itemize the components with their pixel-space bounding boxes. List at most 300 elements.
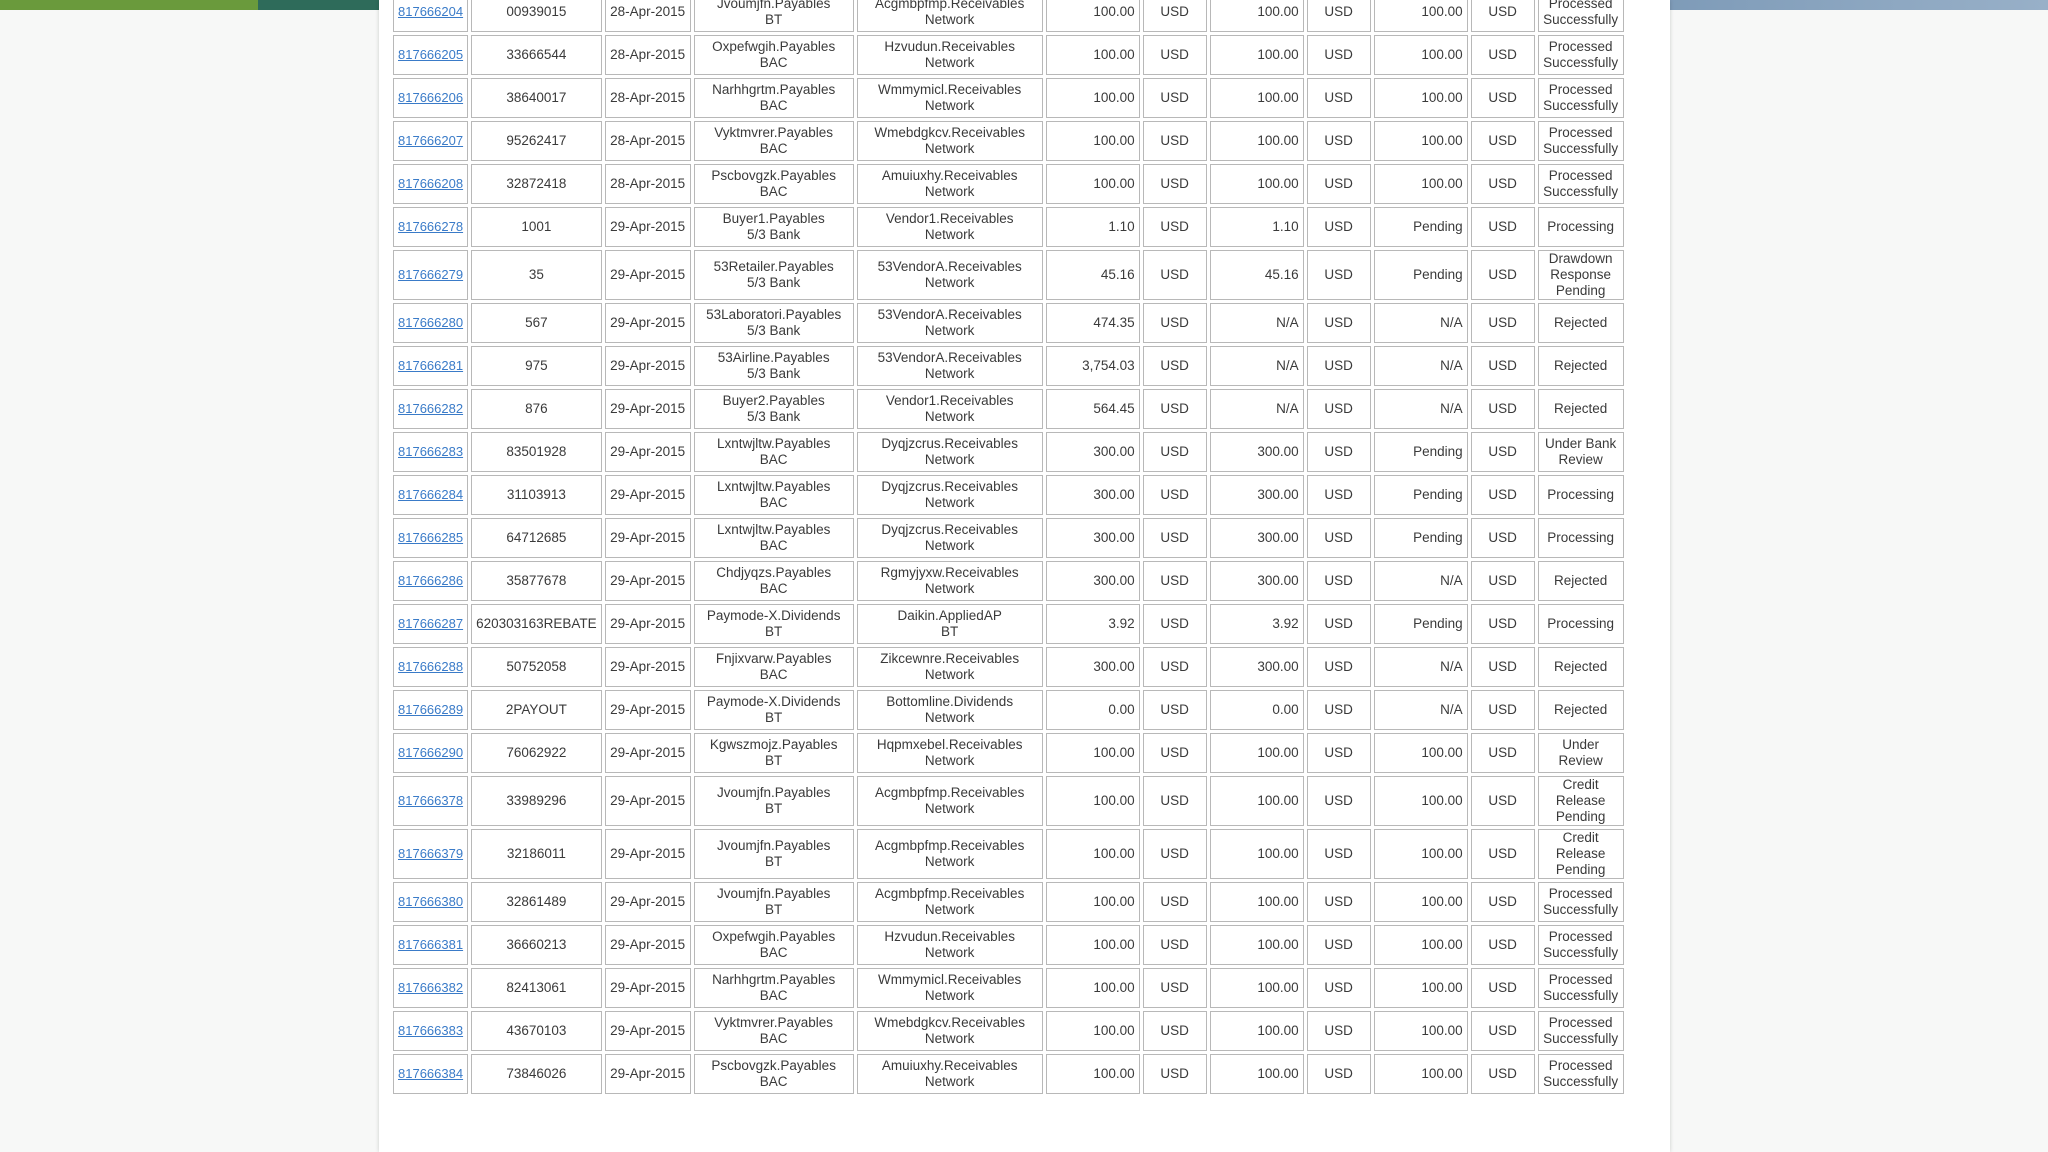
amount-text: 100.00 [1093, 4, 1135, 19]
approved-amount-text: 100.00 [1257, 1066, 1299, 1081]
funded-amount-text: 100.00 [1421, 133, 1463, 148]
transaction-id-cell [393, 604, 468, 644]
amount-cell [1046, 164, 1140, 204]
header-accent-bar-teal [258, 0, 380, 10]
funded-amount-cell [1374, 78, 1468, 118]
reference-number-cell [471, 432, 602, 472]
date-text: 29-Apr-2015 [610, 702, 686, 717]
status-cell [1538, 432, 1624, 472]
currency-cell [1143, 733, 1207, 773]
date-cell [605, 389, 691, 429]
payee-text: Rgmyjyxw.Receivables Network [880, 565, 1019, 596]
amount-cell [1046, 733, 1140, 773]
currency-text: USD [1160, 846, 1189, 861]
transaction-id-link[interactable]: 817666279 [398, 267, 464, 282]
currency-text: USD [1160, 702, 1189, 717]
approved-amount-text: N/A [1276, 315, 1299, 330]
reference-number-text: 32872418 [506, 176, 567, 191]
date-text: 29-Apr-2015 [610, 267, 686, 282]
funded-amount-cell [1374, 207, 1468, 247]
reference-number-cell [471, 561, 602, 601]
payer-text: Oxpefwgih.Payables BAC [712, 39, 836, 70]
transaction-id-cell [393, 829, 468, 879]
funded-currency-cell [1471, 35, 1535, 75]
payee-cell [857, 776, 1043, 826]
funded-currency-cell [1471, 925, 1535, 965]
payee-cell [857, 925, 1043, 965]
transaction-id-link[interactable]: 817666285 [398, 530, 464, 545]
payee-text: Hqpmxebel.Receivables Network [876, 737, 1023, 768]
payee-text: Wmmymicl.Receivables Network [878, 82, 1022, 113]
date-cell [605, 432, 691, 472]
currency-cell [1143, 475, 1207, 515]
reference-number-text: 32861489 [506, 894, 567, 909]
transaction-id-link[interactable]: 817666379 [398, 846, 464, 861]
table-row [393, 346, 1624, 386]
funded-currency-cell [1471, 518, 1535, 558]
transaction-id-link[interactable]: 817666208 [398, 176, 464, 191]
funded-currency-cell [1471, 882, 1535, 922]
reference-number-cell [471, 1054, 602, 1094]
payer-cell [694, 35, 854, 75]
funded-currency-text: USD [1488, 616, 1517, 631]
funded-amount-cell [1374, 925, 1468, 965]
transaction-id-link[interactable]: 817666278 [398, 219, 464, 234]
transaction-id-link[interactable]: 817666282 [398, 401, 464, 416]
approved-currency-text: USD [1324, 358, 1353, 373]
date-cell [605, 561, 691, 601]
currency-text: USD [1160, 573, 1189, 588]
payee-cell [857, 0, 1043, 32]
funded-currency-cell [1471, 303, 1535, 343]
status-cell [1538, 121, 1624, 161]
payee-cell [857, 207, 1043, 247]
funded-amount-text: 100.00 [1421, 937, 1463, 952]
status-cell [1538, 207, 1624, 247]
reference-number-cell [471, 78, 602, 118]
reference-number-text: 00939015 [506, 4, 567, 19]
transaction-id-cell [393, 690, 468, 730]
funded-currency-cell [1471, 207, 1535, 247]
funded-amount-cell [1374, 561, 1468, 601]
currency-text: USD [1160, 616, 1189, 631]
reference-number-cell [471, 0, 602, 32]
funded-currency-text: USD [1488, 1066, 1517, 1081]
transaction-id-link[interactable]: 817666382 [398, 980, 464, 995]
approved-currency-cell [1307, 389, 1371, 429]
status-cell [1538, 250, 1624, 300]
transaction-id-link[interactable]: 817666286 [398, 573, 464, 588]
status-cell [1538, 1011, 1624, 1051]
status-cell [1538, 561, 1624, 601]
funded-currency-cell [1471, 250, 1535, 300]
currency-cell [1143, 968, 1207, 1008]
transaction-id-link[interactable]: 817666288 [398, 659, 464, 674]
payer-cell [694, 1054, 854, 1094]
date-cell [605, 518, 691, 558]
approved-amount-text: N/A [1276, 401, 1299, 416]
approved-amount-text: 45.16 [1264, 267, 1299, 282]
approved-amount-cell [1210, 518, 1304, 558]
funded-amount-cell [1374, 432, 1468, 472]
payee-cell [857, 604, 1043, 644]
approved-currency-text: USD [1324, 219, 1353, 234]
transaction-id-link[interactable]: 817666283 [398, 444, 464, 459]
date-text: 29-Apr-2015 [610, 530, 686, 545]
funded-currency-text: USD [1488, 219, 1517, 234]
funded-currency-text: USD [1488, 702, 1517, 717]
funded-currency-cell [1471, 432, 1535, 472]
transaction-id-link[interactable]: 817666206 [398, 90, 464, 105]
amount-cell [1046, 0, 1140, 32]
payer-cell [694, 0, 854, 32]
status-text: Processing [1547, 616, 1615, 631]
amount-text: 100.00 [1093, 47, 1135, 62]
approved-amount-text: 100.00 [1257, 980, 1299, 995]
approved-currency-cell [1307, 518, 1371, 558]
transaction-id-cell [393, 475, 468, 515]
status-cell [1538, 78, 1624, 118]
payer-text: Vyktmvrer.Payables BAC [714, 1015, 834, 1046]
date-text: 29-Apr-2015 [610, 1066, 686, 1081]
payer-cell [694, 303, 854, 343]
currency-text: USD [1160, 401, 1189, 416]
approved-currency-cell [1307, 1054, 1371, 1094]
currency-text: USD [1160, 90, 1189, 105]
currency-cell [1143, 561, 1207, 601]
transaction-id-cell [393, 1011, 468, 1051]
payer-cell [694, 733, 854, 773]
payee-cell [857, 389, 1043, 429]
status-text: Processed Successfully [1543, 39, 1619, 70]
transaction-id-cell [393, 121, 468, 161]
funded-amount-cell [1374, 647, 1468, 687]
table-row [393, 882, 1624, 922]
date-cell [605, 1054, 691, 1094]
date-text: 28-Apr-2015 [610, 90, 686, 105]
status-text: Processed Successfully [1543, 972, 1619, 1003]
transaction-id-cell [393, 250, 468, 300]
approved-amount-text: 100.00 [1257, 176, 1299, 191]
amount-text: 100.00 [1093, 980, 1135, 995]
reference-number-cell [471, 250, 602, 300]
table-row [393, 925, 1624, 965]
date-cell [605, 303, 691, 343]
approved-amount-cell [1210, 303, 1304, 343]
payee-text: Acgmbpfmp.Receivables Network [875, 0, 1025, 27]
funded-amount-text: Pending [1413, 616, 1463, 631]
approved-currency-text: USD [1324, 980, 1353, 995]
status-text: Rejected [1554, 659, 1608, 674]
status-cell [1538, 346, 1624, 386]
amount-text: 300.00 [1093, 487, 1135, 502]
approved-currency-text: USD [1324, 793, 1353, 808]
approved-currency-cell [1307, 561, 1371, 601]
table-row [393, 690, 1624, 730]
date-cell [605, 35, 691, 75]
payer-text: Jvoumjfn.Payables BT [717, 838, 831, 869]
reference-number-text: 83501928 [506, 444, 567, 459]
transaction-id-link[interactable]: 817666380 [398, 894, 464, 909]
amount-text: 100.00 [1093, 745, 1135, 760]
currency-text: USD [1160, 176, 1189, 191]
payer-cell [694, 518, 854, 558]
date-text: 29-Apr-2015 [610, 894, 686, 909]
report-sheet [379, 0, 1670, 1152]
funded-amount-cell [1374, 121, 1468, 161]
funded-currency-cell [1471, 968, 1535, 1008]
funded-amount-text: 100.00 [1421, 745, 1463, 760]
approved-currency-text: USD [1324, 176, 1353, 191]
approved-currency-cell [1307, 882, 1371, 922]
status-text: Processed Successfully [1543, 929, 1619, 960]
approved-amount-cell [1210, 561, 1304, 601]
funded-currency-cell [1471, 389, 1535, 429]
approved-currency-text: USD [1324, 487, 1353, 502]
reference-number-text: 31103913 [506, 487, 566, 502]
funded-amount-cell [1374, 35, 1468, 75]
payer-cell [694, 1011, 854, 1051]
date-text: 28-Apr-2015 [610, 47, 686, 62]
status-text: Processing [1547, 530, 1615, 545]
funded-currency-text: USD [1488, 745, 1517, 760]
table-row [393, 604, 1624, 644]
transaction-id-cell [393, 561, 468, 601]
funded-amount-cell [1374, 690, 1468, 730]
currency-text: USD [1160, 530, 1189, 545]
currency-cell [1143, 389, 1207, 429]
date-cell [605, 925, 691, 965]
funded-amount-cell [1374, 164, 1468, 204]
transaction-id-cell [393, 733, 468, 773]
status-text: Rejected [1554, 702, 1608, 717]
currency-cell [1143, 0, 1207, 32]
amount-cell [1046, 882, 1140, 922]
amount-cell [1046, 647, 1140, 687]
approved-currency-cell [1307, 35, 1371, 75]
payee-cell [857, 733, 1043, 773]
approved-amount-text: 100.00 [1257, 793, 1299, 808]
approved-amount-cell [1210, 882, 1304, 922]
reference-number-text: 50752058 [506, 659, 567, 674]
approved-amount-text: 100.00 [1257, 90, 1299, 105]
date-text: 29-Apr-2015 [610, 846, 686, 861]
transaction-id-cell [393, 78, 468, 118]
status-text: Processed Successfully [1543, 1015, 1619, 1046]
currency-text: USD [1160, 894, 1189, 909]
payee-text: Wmmymicl.Receivables Network [878, 972, 1022, 1003]
reference-number-cell [471, 207, 602, 247]
currency-cell [1143, 776, 1207, 826]
amount-text: 300.00 [1093, 659, 1135, 674]
approved-amount-text: 100.00 [1257, 133, 1299, 148]
status-cell [1538, 604, 1624, 644]
funded-amount-text: 100.00 [1421, 4, 1463, 19]
date-text: 29-Apr-2015 [610, 980, 686, 995]
approved-currency-cell [1307, 164, 1371, 204]
funded-amount-text: Pending [1413, 267, 1463, 282]
transaction-id-link[interactable]: 817666384 [398, 1066, 464, 1081]
status-text: Processed Successfully [1543, 82, 1619, 113]
approved-amount-text: 300.00 [1257, 659, 1299, 674]
payer-text: Lxntwjltw.Payables BAC [717, 522, 831, 553]
payer-text: Pscbovgzk.Payables BAC [711, 1058, 836, 1089]
funded-currency-cell [1471, 1054, 1535, 1094]
payee-cell [857, 121, 1043, 161]
payee-text: Wmebdgkcv.Receivables Network [874, 1015, 1025, 1046]
payee-text: Zikcewnre.Receivables Network [880, 651, 1020, 682]
funded-amount-cell [1374, 733, 1468, 773]
amount-text: 100.00 [1093, 1023, 1135, 1038]
funded-amount-cell [1374, 1011, 1468, 1051]
transaction-id-cell [393, 968, 468, 1008]
transaction-id-link[interactable]: 817666378 [398, 793, 464, 808]
payee-text: Hzvudun.Receivables Network [884, 929, 1015, 960]
funded-amount-text: 100.00 [1421, 1023, 1463, 1038]
funded-amount-cell [1374, 968, 1468, 1008]
transaction-id-link[interactable]: 817666284 [398, 487, 464, 502]
payee-text: 53VendorA.Receivables Network [877, 350, 1022, 381]
currency-cell [1143, 250, 1207, 300]
currency-cell [1143, 604, 1207, 644]
approved-amount-cell [1210, 1011, 1304, 1051]
funded-currency-cell [1471, 733, 1535, 773]
approved-currency-cell [1307, 1011, 1371, 1051]
payer-cell [694, 925, 854, 965]
amount-text: 100.00 [1093, 90, 1135, 105]
date-cell [605, 733, 691, 773]
transaction-id-link[interactable]: 817666290 [398, 745, 464, 760]
amount-text: 3,754.03 [1082, 358, 1135, 373]
payee-text: Dyqjzcrus.Receivables Network [881, 479, 1018, 510]
funded-amount-text: Pending [1413, 219, 1463, 234]
date-text: 29-Apr-2015 [610, 937, 686, 952]
date-text: 29-Apr-2015 [610, 616, 686, 631]
payee-text: Vendor1.Receivables Network [885, 393, 1014, 424]
table-row [393, 518, 1624, 558]
funded-amount-text: Pending [1413, 530, 1463, 545]
payee-cell [857, 35, 1043, 75]
reference-number-cell [471, 121, 602, 161]
funded-currency-cell [1471, 776, 1535, 826]
currency-cell [1143, 207, 1207, 247]
funded-amount-text: 100.00 [1421, 1066, 1463, 1081]
status-cell [1538, 925, 1624, 965]
funded-amount-text: 100.00 [1421, 90, 1463, 105]
transaction-id-cell [393, 0, 468, 32]
currency-text: USD [1160, 358, 1189, 373]
transaction-id-link[interactable]: 817666281 [398, 358, 464, 373]
reference-number-cell [471, 925, 602, 965]
funded-currency-cell [1471, 829, 1535, 879]
funded-amount-cell [1374, 604, 1468, 644]
funded-amount-text: N/A [1440, 573, 1463, 588]
reference-number-cell [471, 604, 602, 644]
approved-amount-cell [1210, 389, 1304, 429]
approved-currency-text: USD [1324, 894, 1353, 909]
approved-currency-cell [1307, 346, 1371, 386]
approved-amount-cell [1210, 1054, 1304, 1094]
reference-number-text: 95262417 [506, 133, 567, 148]
payer-cell [694, 829, 854, 879]
currency-text: USD [1160, 219, 1189, 234]
date-cell [605, 346, 691, 386]
transaction-id-link[interactable]: 817666381 [398, 937, 464, 952]
funded-amount-cell [1374, 0, 1468, 32]
transaction-id-link[interactable]: 817666207 [398, 133, 464, 148]
currency-cell [1143, 518, 1207, 558]
date-text: 29-Apr-2015 [610, 573, 686, 588]
funded-currency-cell [1471, 78, 1535, 118]
approved-currency-text: USD [1324, 444, 1353, 459]
reference-number-text: 64712685 [506, 530, 567, 545]
status-text: Rejected [1554, 358, 1608, 373]
amount-text: 100.00 [1093, 937, 1135, 952]
reference-number-text: 38640017 [506, 90, 567, 105]
payee-text: Dyqjzcrus.Receivables Network [881, 436, 1018, 467]
date-cell [605, 776, 691, 826]
payee-text: 53VendorA.Receivables Network [877, 307, 1022, 338]
funded-currency-cell [1471, 0, 1535, 32]
status-text: Credit Release Pending [1555, 830, 1606, 877]
approved-amount-cell [1210, 346, 1304, 386]
payer-cell [694, 78, 854, 118]
transaction-id-link[interactable]: 817666289 [398, 702, 464, 717]
status-cell [1538, 389, 1624, 429]
date-text: 29-Apr-2015 [610, 745, 686, 760]
currency-text: USD [1160, 980, 1189, 995]
reference-number-cell [471, 475, 602, 515]
transaction-id-link[interactable]: 817666383 [398, 1023, 464, 1038]
approved-amount-text: 100.00 [1257, 937, 1299, 952]
funded-amount-text: 100.00 [1421, 980, 1463, 995]
table-row [393, 35, 1624, 75]
table-row [393, 1011, 1624, 1051]
payee-text: Acgmbpfmp.Receivables Network [875, 838, 1025, 869]
approved-amount-text: 100.00 [1257, 4, 1299, 19]
approved-currency-text: USD [1324, 315, 1353, 330]
transaction-id-link[interactable]: 817666204 [398, 4, 464, 19]
reference-number-cell [471, 647, 602, 687]
approved-amount-text: 300.00 [1257, 573, 1299, 588]
payee-cell [857, 475, 1043, 515]
payer-text: Pscbovgzk.Payables BAC [711, 168, 836, 199]
payer-text: 53Retailer.Payables 5/3 Bank [713, 259, 834, 290]
reference-number-text: 567 [525, 315, 548, 330]
funded-currency-text: USD [1488, 487, 1517, 502]
approved-amount-text: 100.00 [1257, 745, 1299, 760]
transaction-id-link[interactable]: 817666287 [398, 616, 464, 631]
transaction-id-link[interactable]: 817666205 [398, 47, 464, 62]
funded-currency-cell [1471, 561, 1535, 601]
approved-currency-cell [1307, 733, 1371, 773]
funded-amount-cell [1374, 1054, 1468, 1094]
payee-text: Vendor1.Receivables Network [885, 211, 1014, 242]
transaction-id-link[interactable]: 817666280 [398, 315, 464, 330]
transaction-id-cell [393, 389, 468, 429]
funded-amount-text: 100.00 [1421, 894, 1463, 909]
date-cell [605, 647, 691, 687]
funded-currency-text: USD [1488, 401, 1517, 416]
payer-cell [694, 882, 854, 922]
payer-cell [694, 561, 854, 601]
status-text: Processed Successfully [1543, 1058, 1619, 1089]
currency-text: USD [1160, 133, 1189, 148]
approved-amount-text: 100.00 [1257, 846, 1299, 861]
approved-currency-cell [1307, 78, 1371, 118]
date-text: 29-Apr-2015 [610, 1023, 686, 1038]
approved-currency-cell [1307, 604, 1371, 644]
